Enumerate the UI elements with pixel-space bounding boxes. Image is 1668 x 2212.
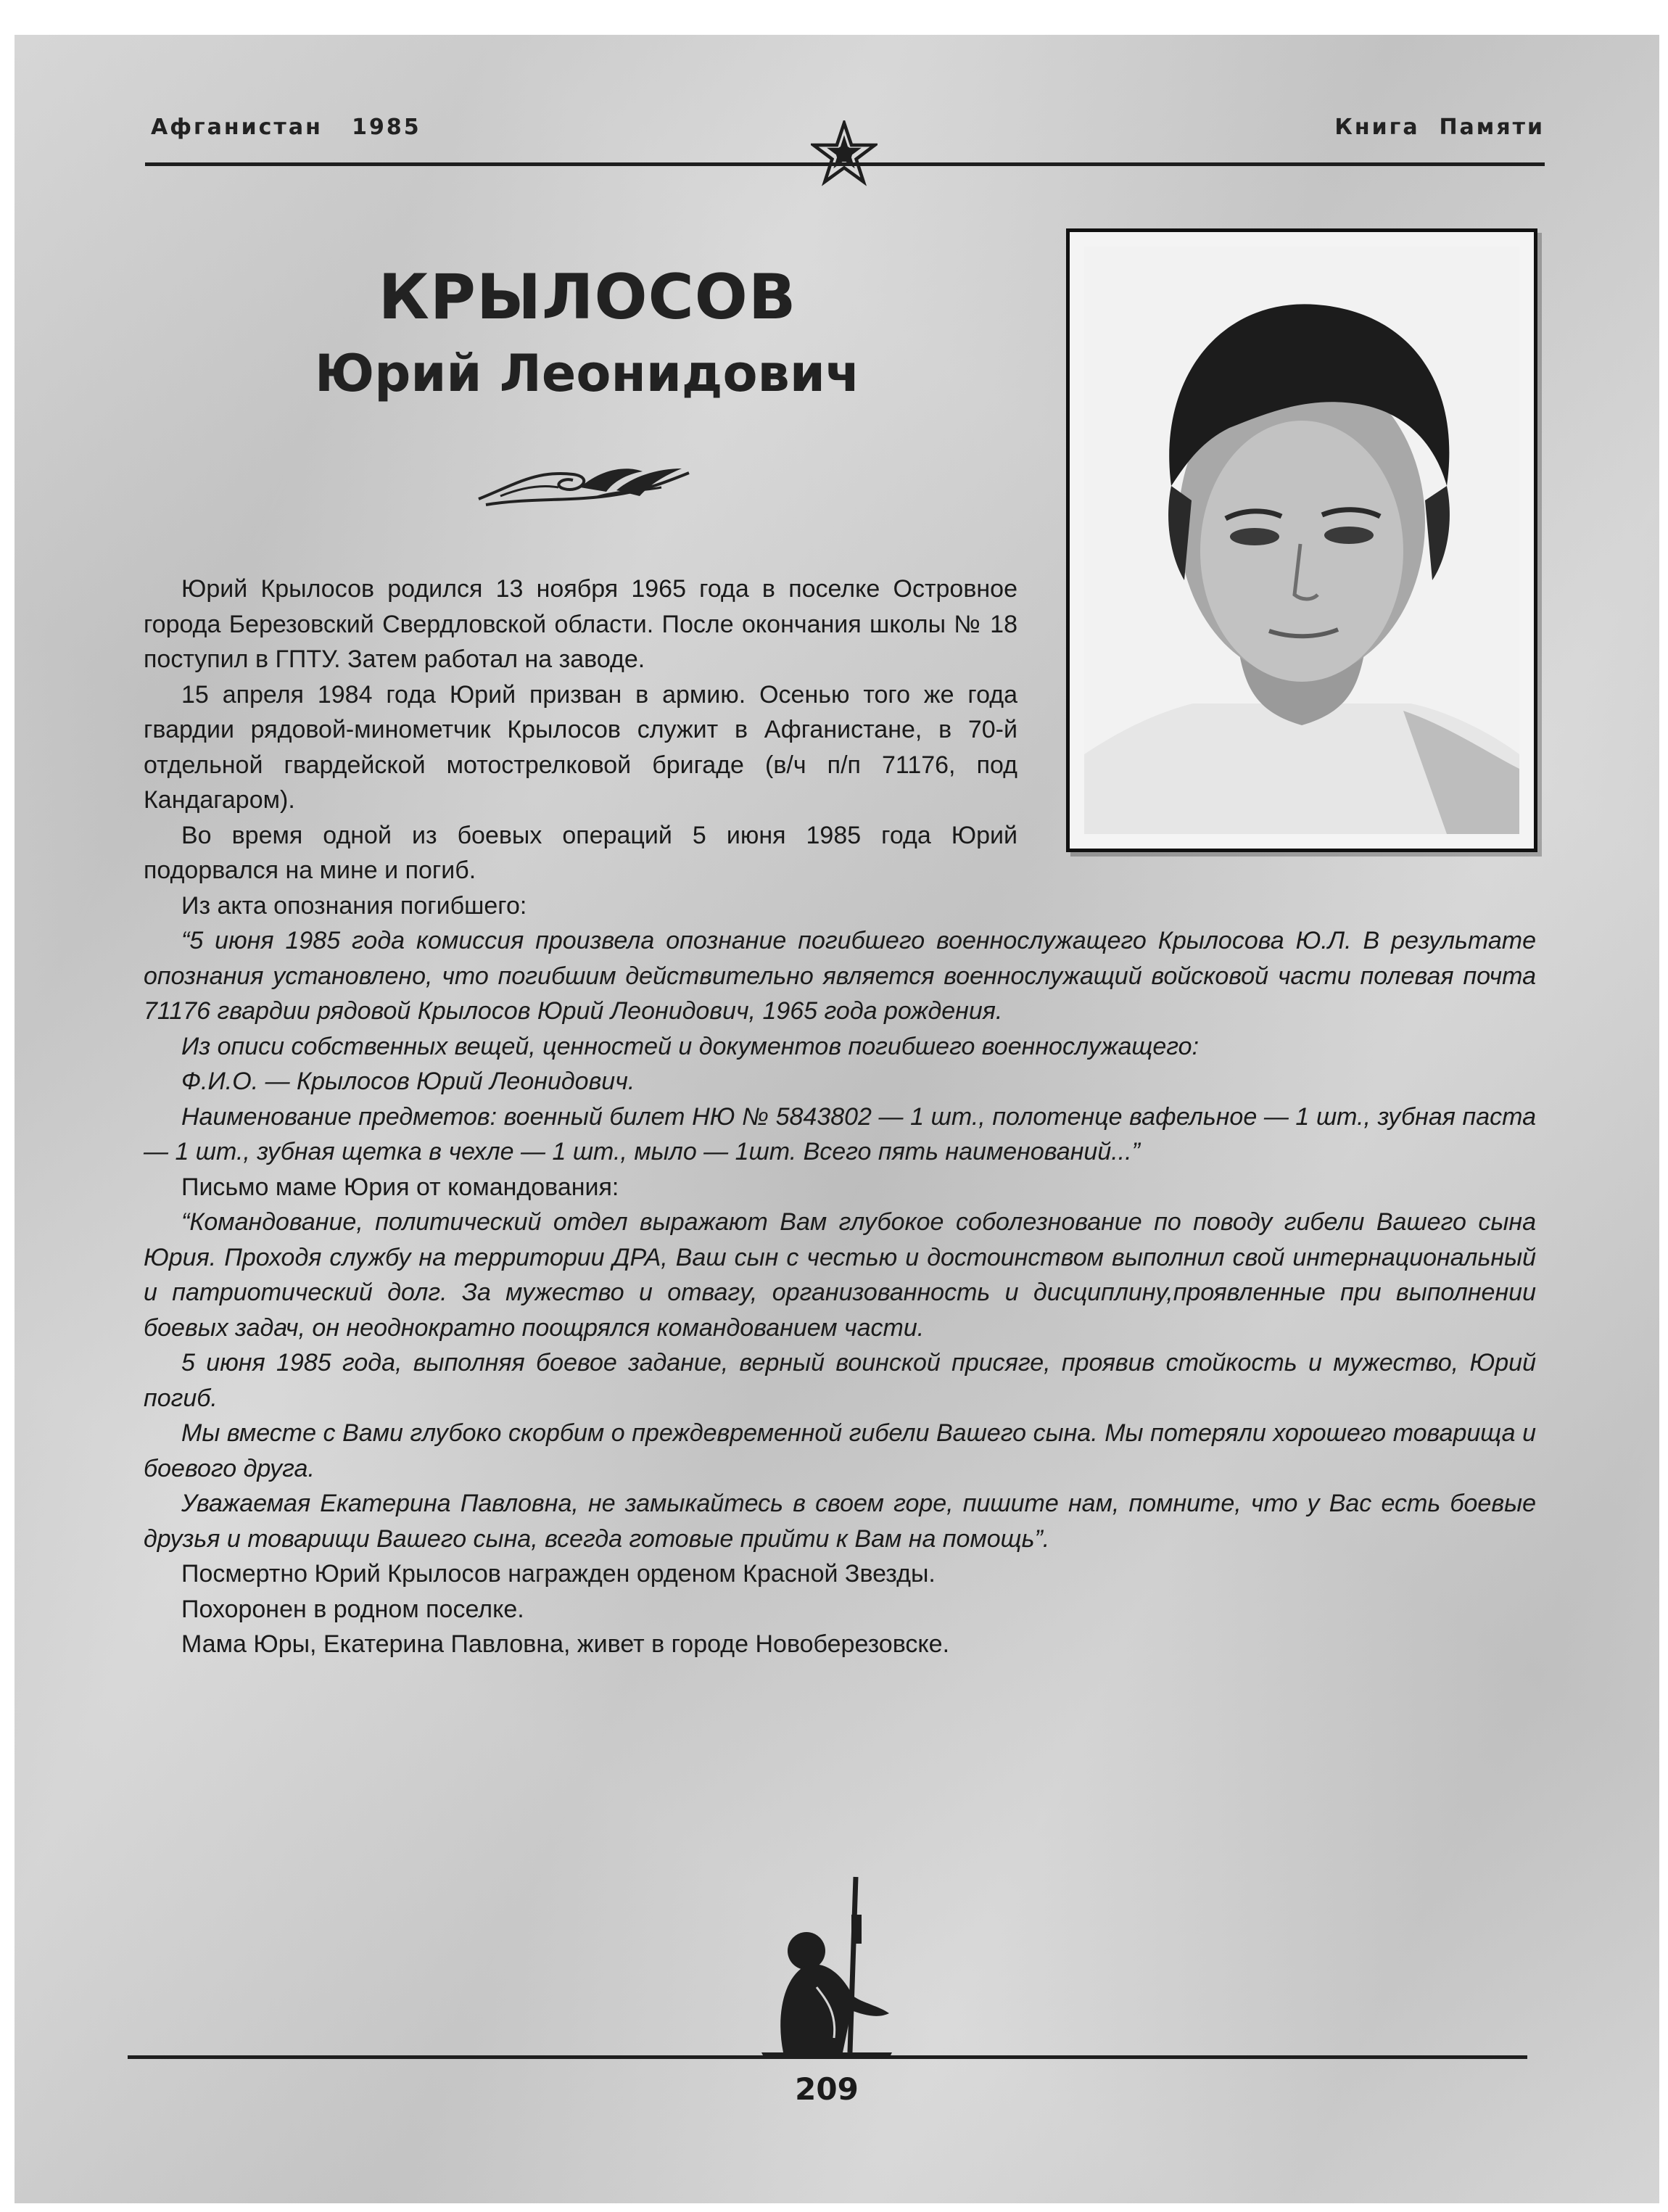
bio-paragraph: 15 апреля 1984 года Юрий призван в армию. Осенью того же года гвардии рядовой-минометчик Крылосов служит в Афганистане, в 70-й отдельной гвардейской мотострелковой бригаде (в/ч п/п 71176, под Кандагаром).	[144, 680, 1017, 814]
footer-rule	[128, 2055, 1527, 2059]
bio-paragraph: Похоронен в родном поселке.	[181, 1595, 524, 1623]
inventory-quote: Наименование предметов: военный билет НЮ № 5843802 — 1 шт., полотенце вафельное — 1 шт., зубная паста — 1 шт., зубная щетка в чехле — 1 шт., мыло — 1шт. Всего пять наименований...”	[144, 1102, 1536, 1165]
bio-paragraph: Юрий Крылосов родился 13 ноября 1965 года в поселке Островное города Березовский Свердловской области. После окончания школы № 18 поступил в ГПТУ. Затем работал на заводе.	[144, 575, 1017, 673]
flourish-ornament	[471, 455, 696, 513]
running-head-right: Книга Памяти	[1334, 115, 1545, 140]
bio-paragraph: Посмертно Юрий Крылосов награжден орденом Красной Звезды.	[181, 1560, 936, 1588]
letter-quote: “Командование, политический отдел выражают Вам глубокое соболезнование по поводу гибели Вашего сына Юрия. Проходя службу на территории ДРА, Ваш сын с честью и достоинством выполнил свой интернациональный и патриотический долг. За мужество и отвагу, организованность и дисциплину,проявленные при выполнении боевых задач, он неоднократно поощрялся командованием части.	[144, 1208, 1536, 1342]
letter-quote: Уважаемая Екатерина Павловна, не замыкайтесь в своем горе, пишите нам, помните, что у Вас есть боевые друзья и товарищи Вашего сына, всегда готовые прийти к Вам на помощь”.	[144, 1490, 1536, 1553]
soldier-monument-icon	[747, 1871, 907, 2060]
given-names-heading: Юрий Леонидович	[315, 344, 860, 403]
bio-paragraph: Письмо маме Юрия от командования:	[181, 1173, 619, 1201]
bio-paragraph: Из акта опознания погибшего:	[181, 891, 527, 920]
title-block	[218, 257, 957, 410]
bio-paragraph: Мама Юры, Екатерина Павловна, живет в городе Новоберезовске.	[181, 1630, 950, 1658]
inventory-quote: Из описи собственных вещей, ценностей и документов погибшего военнослужащего:	[181, 1032, 1200, 1060]
letter-quote: 5 июня 1985 года, выполняя боевое задание, верный воинской присяге, проявив стойкость и мужество, Юрий погиб.	[144, 1349, 1536, 1412]
running-head-left: Афганистан 1985	[151, 115, 421, 140]
bio-paragraph: Во время одной из боевых операций 5 июня 1985 года Юрий подорвался на мине и погиб.	[144, 821, 1017, 884]
biography-text	[144, 571, 1536, 1662]
identification-act-quote: “5 июня 1985 года комиссия произвела опознание погибшего военнослужащего Крылосова Ю.Л. В результате опознания установлено, что погибшим действительно является военнослужащий войсковой части полевая почта 71176 гвардии рядовой Крылосов Юрий Леонидович, 1965 года рождения.	[144, 927, 1536, 1025]
letter-quote: Мы вместе с Вами глубоко скорбим о преждевременной гибели Вашего сына. Мы потеряли хорошего товарища и боевого друга.	[144, 1419, 1536, 1482]
surname-heading: КРЫЛОСОВ	[378, 261, 797, 334]
star-icon	[811, 120, 878, 187]
page-number: 209	[795, 2071, 859, 2107]
inventory-quote: Ф.И.О. — Крылосов Юрий Леонидович.	[181, 1068, 635, 1095]
